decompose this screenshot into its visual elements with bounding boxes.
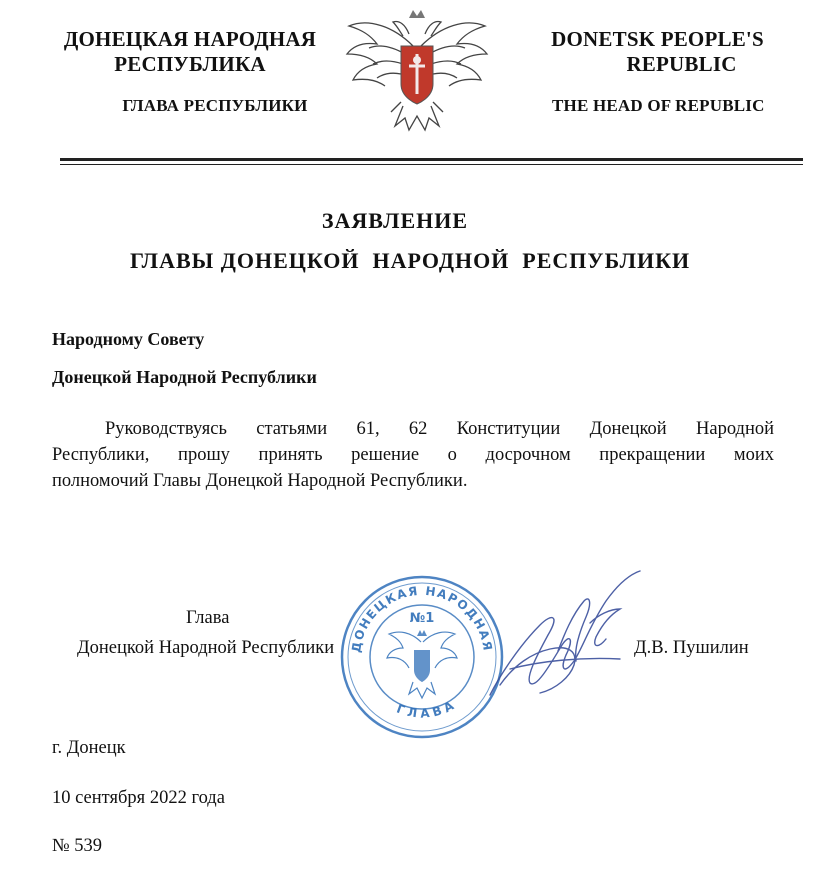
handwritten-signature [470,565,650,705]
document-city: г. Донецк [52,738,126,758]
statement-body [52,416,774,494]
header-left-subtitle: ГЛАВА РЕСПУБЛИКИ [122,96,308,115]
header-left-line2: РЕСПУБЛИКА [114,52,266,76]
document-date: 10 сентября 2022 года [52,788,225,808]
addressee-line1: Народному Совету [52,329,205,349]
header-rule-thick [60,158,803,161]
header-rule-thin [60,164,803,165]
coat-of-arms-emblem [343,6,491,132]
stamp-ring-text: ДОНЕЦКАЯ НАРОДНАЯ [348,583,495,654]
header-right-title [515,27,800,77]
header-right-subtitle: THE HEAD OF REPUBLIC [552,96,765,115]
header-right-line1: DONETSK PEOPLE'S [551,27,764,51]
signature-scribble-icon [470,565,650,705]
document-title: ЗАЯВЛЕНИЕ [321,208,469,233]
body-line2: Республики, прошу принять решение о досрочном прекращении моих [52,445,774,465]
body-line3: полномочий Главы Донецкой Народной Республики. [52,471,468,491]
stamp-bottom-text: ГЛАВА [394,696,460,721]
document-number: № 539 [52,836,103,856]
body-line1: Руководствуясь статьями 61, 62 Конституции Донецкой Народной [105,419,774,439]
signatory-name: Д.В. Пушилин [634,638,749,658]
header-left-line1: ДОНЕЦКАЯ НАРОДНАЯ [63,27,317,51]
signatory-title: Глава [186,608,230,628]
eagle-icon [343,6,491,132]
svg-text:ГЛАВА [395,697,460,721]
header-left-title [40,27,340,77]
header-right-line2: REPUBLIC [626,52,737,76]
document-subtitle: ГЛАВЫ ДОНЕЦКОЙ НАРОДНОЙ РЕСПУБЛИКИ [130,248,691,273]
addressee-line2: Донецкой Народной Республики [52,367,317,387]
stamp-number: №1 [409,611,435,626]
signatory-organization: Донецкой Народной Республики [77,638,335,658]
